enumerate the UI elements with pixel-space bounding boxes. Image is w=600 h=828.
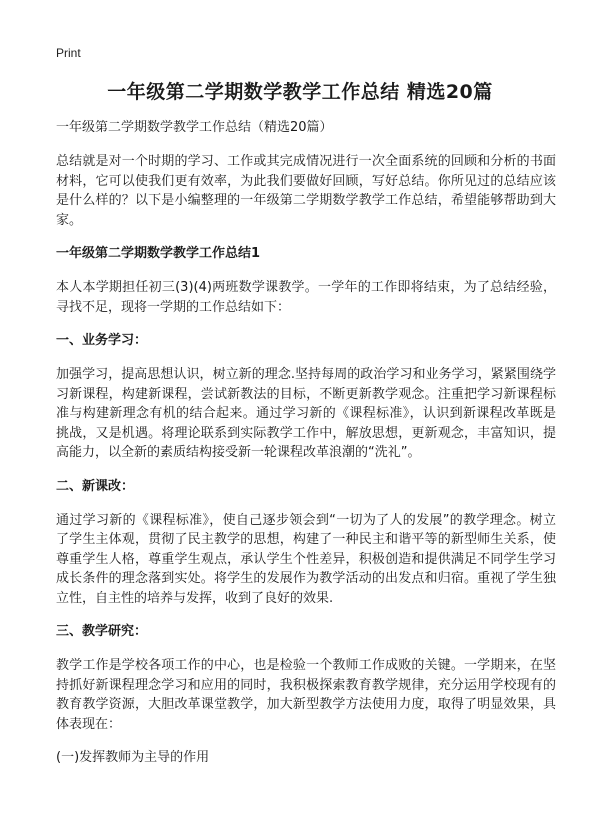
document-subtitle: 一年级第二学期数学教学工作总结（精选20篇）	[56, 120, 333, 135]
subheading-teacher-role: (一)发挥教师为主导的作用	[56, 750, 210, 765]
section-heading: 一年级第二学期数学教学工作总结1	[56, 246, 261, 261]
intro-paragraph: 总结就是对一个时期的学习、工作或其完成情况进行一次全面系统的回顾和分析的书面材料，它可以使我们更有效率，为此我们要做好回顾，写好总结。你所见过的总结应该是什么样的？以下是小编整理的一年级第二学期数学教学工作总结，希望能够帮助到大家。	[56, 154, 556, 228]
page-title: 一年级第二学期数学教学工作总结 精选20篇	[107, 81, 493, 103]
section-intro-paragraph: 本人本学期担任初三(3)(4)两班数学课教学。一学年的工作即将结束，为了总结经验，寻找不足，现将一学期的工作总结如下：	[56, 280, 556, 315]
paragraph-teaching-research: 教学工作是学校各项工作的中心，也是检验一个教师工作成败的关键。一学期来，在坚持抓好新课程理念学习和应用的同时，我积极探索教育教学规律，充分运用学校现有的教育教学资源，大胆改革课堂教学，加大新型教学方法使用力度，取得了明显效果，具体表现在：	[56, 658, 556, 732]
print-link[interactable]: Print	[56, 46, 81, 60]
heading-new-curriculum: 二、新课改：	[56, 478, 135, 494]
paragraph-business-study: 加强学习，提高思想认识，树立新的理念.坚持每周的政治学习和业务学习，紧紧围绕学习新课程，构建新课程，尝试新教法的目标，不断更新教学观念。注重把学习新课程标准与构建新理念有机的结合起来。通过学习新的《课程标准》，认识到新课程改革既是挑战，又是机遇。将理论联系到实际教学工作中，解放思想，更新观念，丰富知识，提高能力，以全新的素质结构接受新一轮课程改革浪潮的“洗礼”。	[56, 367, 556, 460]
heading-teaching-research: 三、教学研究：	[56, 624, 148, 639]
paragraph-new-curriculum: 通过学习新的《课程标准》，使自己逐步领会到“一切为了人的发展”的教学理念。树立了学生主体观，贯彻了民主教学的思想，构建了一种民主和谐平等的新型师生关系，使尊重学生人格，尊重学生观点，承认学生个性差异，积极创造和提供满足不同学生学习成长条件的理念落到实处。将学生的发展作为教学活动的出发点和归宿。重视了学生独立性，自主性的培养与发挥，收到了良好的效果.	[56, 512, 556, 606]
document-body	[56, 118, 556, 782]
heading-business-study: 一、业务学习：	[56, 333, 148, 348]
